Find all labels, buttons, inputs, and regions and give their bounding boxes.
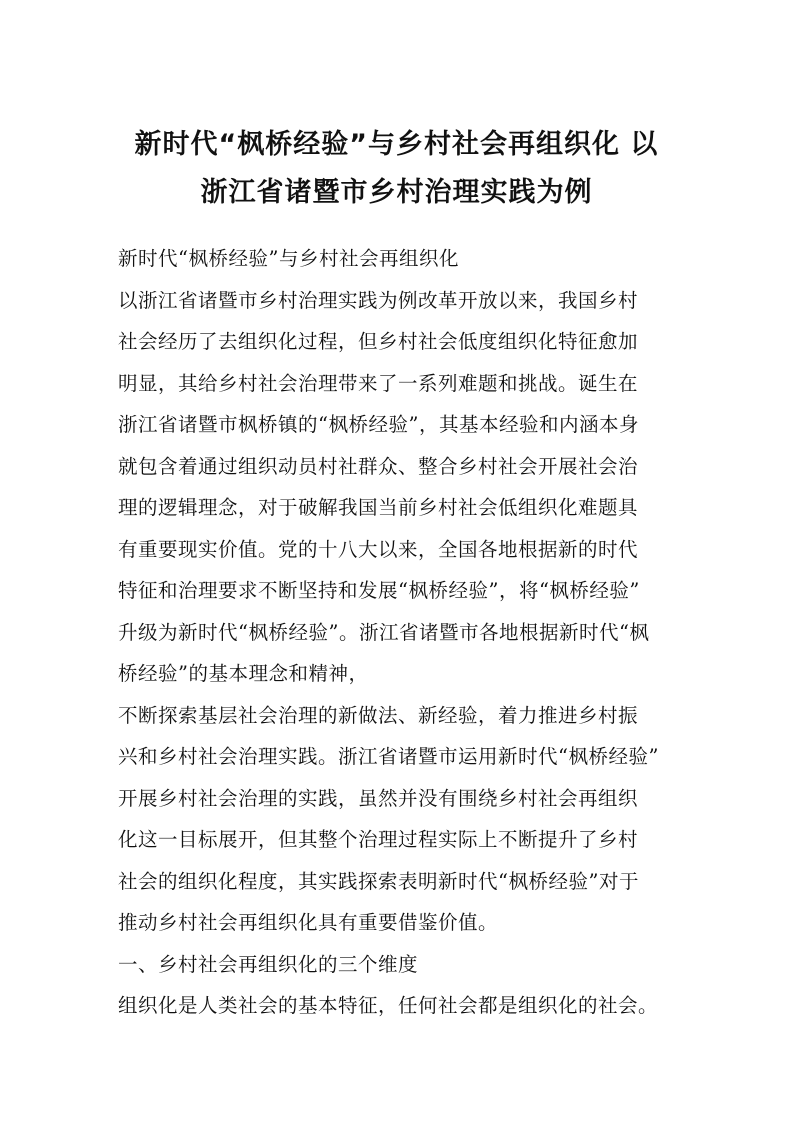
body-line: 桥经验”的基本理念和精神， (118, 662, 369, 685)
section-heading: 一、乡村社会再组织化的三个维度 (118, 952, 419, 976)
document-body (118, 238, 683, 1027)
body-line: 就包含着通过组织动员村社群众、整合乡村社会开展社会治 (118, 454, 639, 478)
body-line: 不断探索基层社会治理的新做法、新经验，着力推进乡村振 (118, 703, 639, 727)
body-line: 升级为新时代“枫桥经验”。浙江省诸暨市各地根据新时代“枫 (118, 620, 650, 644)
body-line: 推动乡村社会再组织化具有重要借鉴价值。 (118, 911, 499, 934)
body-line: 明显，其给乡村社会治理带来了一系列难题和挑战。诞生在 (118, 371, 639, 395)
body-line: 以浙江省诸暨市乡村治理实践为例改革开放以来，我国乡村 (118, 288, 639, 312)
body-line: 兴和乡村社会治理实践。浙江省诸暨市运用新时代“枫桥经验” (118, 745, 659, 768)
document-title-line-2: 浙江省诸暨市乡村治理实践为例 (200, 177, 593, 208)
body-line: 社会的组织化程度，其实践探索表明新时代“枫桥经验”对于 (118, 869, 639, 893)
body-line: 理的逻辑理念，对于破解我国当前乡村社会低组织化难题具 (118, 496, 639, 519)
document-title-line-1: 新时代“枫桥经验”与乡村社会再组织化 以 (134, 129, 659, 160)
body-line: 特征和治理要求不断坚持和发展“枫桥经验”，将“枫桥经验” (118, 579, 640, 602)
body-line: 社会经历了去组织化过程，但乡村社会低度组织化特征愈加 (118, 330, 639, 353)
body-line: 化这一目标展开，但其整个治理过程实际上不断提升了乡村 (118, 828, 639, 851)
body-line: 新时代“枫桥经验”与乡村社会再组织化 (118, 247, 459, 270)
body-line: 有重要现实价值。党的十八大以来，全国各地根据新的时代 (118, 537, 639, 561)
body-line: 开展乡村社会治理的实践，虽然并没有围绕乡村社会再组织 (118, 786, 639, 810)
body-line: 浙江省诸暨市枫桥镇的“枫桥经验”，其基本经验和内涵本身 (118, 413, 639, 436)
body-line: 组织化是人类社会的基本特征，任何社会都是组织化的社会。 (118, 994, 659, 1017)
